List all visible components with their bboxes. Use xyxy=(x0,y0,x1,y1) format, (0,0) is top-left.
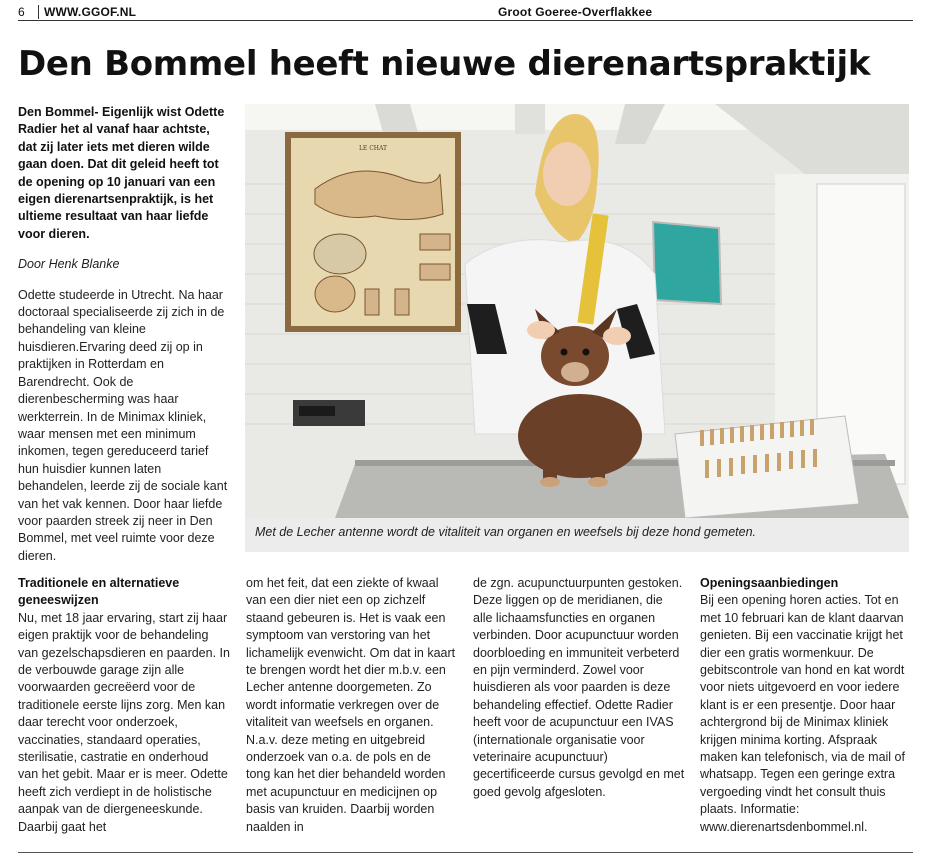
column-3 xyxy=(473,575,685,801)
column-2-text: om het feit, dat een ziekte of kwaal van een dier niet een op zichzelf staand gebeuren is. Het is vaak een symptoom van verstoring van het lichamelijk evenwicht. Om dat in kaart te brengen wordt het dier m.b.v. een Lecher antenne doorgemeten. Zo wordt informatie verkregen over de vitaliteit van weefsels en organen. N.a.v. deze meting en uitgebreid onderzoek van o.a. de pols en de tong kan het dier behandeld worden met acupunctuur en medicijnen op basis van kruiden. Daarbij worden naalden in xyxy=(246,576,456,834)
intro-column xyxy=(18,104,229,565)
page-number: 6 xyxy=(18,5,25,19)
bottom-rule xyxy=(18,852,913,853)
section-heading-traditional: Traditionele en alternatieve geneeswijzen xyxy=(18,576,180,608)
article-photo xyxy=(245,104,909,518)
article-byline: Door Henk Blanke xyxy=(18,257,120,272)
photo-caption: Met de Lecher antenne wordt de vitaliteit van organen en weefsels bij deze hond gemeten. xyxy=(255,525,757,539)
article-title: Den Bommel heeft nieuwe dierenartspraktijk xyxy=(18,44,871,84)
photo-illustration xyxy=(245,104,909,518)
section-heading-offers: Openingsaanbiedingen xyxy=(700,576,839,590)
column-1 xyxy=(18,575,230,836)
photo-figure xyxy=(245,104,909,552)
article-lead: Den Bommel- Eigenlijk wist Odette Radier het al vanaf haar achtste, dat zij later iets met dieren wilde gaan doen. Dat dit geleid heeft tot de opening op 10 januari van een eigen dierenartsenpraktijk, is het ultieme resultaat van haar liefde voor dieren. xyxy=(18,105,225,241)
article-intro: Odette studeerde in Utrecht. Na haar doctoraal specialiseerde zij zich in de behandeling van kleine huisdieren.Ervaring deed zij op in praktijken in Rotterdam en Barendrecht. Ook de dierenbescherming was haar werkterrein. In de Minimax kliniek, waar mensen met een minimum inkomen, tegen gereduceerd tarief hun huisdier kunnen laten behandelen, leerde zij de sociale kant van het vak kennen. Door haar liefde voor paarden streek zij neer in Den Bommel, met veel ruimte voor deze dieren. xyxy=(18,287,228,563)
column-4-text: Bij een opening horen acties. Tot en met 10 februari kan de klant daarvan genieten. Bij een vaccinatie krijgt het dier een gratis wormenkuur. De gebitscontrole van hond en kat wordt voor niets uitgevoerd en voor iedere klant is er een presentje. Door haar achtergrond bij de Minimax kliniek krijgen minima korting. Afspraak maken kan telefonisch, via de mail of whatsapp. Tegen een geringe extra vergoeding vindt het consult thuis plaats. Informatie: www.dierenartsdenbommel.nl. xyxy=(700,593,905,834)
poster-title: LE CHAT xyxy=(358,145,388,152)
column-4 xyxy=(700,575,912,836)
newspaper-name: Groot Goeree-Overflakkee xyxy=(498,5,653,19)
column-1-text: Nu, met 18 jaar ervaring, start zij haar eigen praktijk voor de behandeling van gezelschapsdieren en paarden. In de verbouwde garage zijn alle voorwaarden gecreëerd voor de traditionele eerste lijns zorg. Men kan daar terecht voor onderzoek, vaccinaties, standaard operaties, sterilisatie, castratie en onderhoud van het gebit. Maar er is meer. Odette heeft zich verdiept in de holistische aanpak van de diergeneeskunde. Daarbij gaat het xyxy=(18,610,230,834)
site-url[interactable]: WWW.GGOF.NL xyxy=(38,5,136,19)
column-3-text: de zgn. acupunctuurpunten gestoken. Deze liggen op de meridianen, die alle lichaamsfuncties en organen verbinden. Door acupunctuur worden doorbloeding en immuniteit verbeterd en pijn verminderd. Zowel voor huisdieren als voor paarden is deze behandeling effectief. Odette Radier heeft voor de acupunctuur een IVAS (internationale organisatie voor veterinaire acupunctuur) gecertificeerde cursus gevolgd en met goed gevolg afgesloten. xyxy=(473,576,685,799)
header-rule xyxy=(18,20,913,21)
column-2 xyxy=(246,575,458,836)
